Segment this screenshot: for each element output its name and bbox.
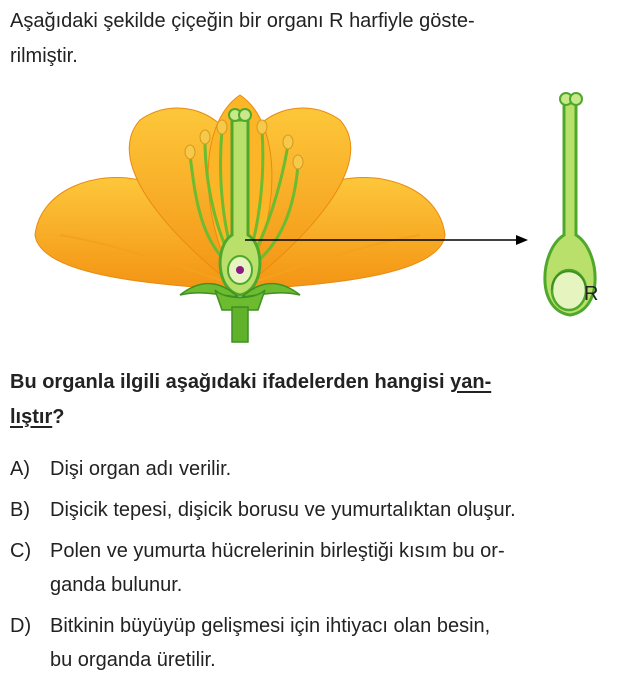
option-b[interactable] <box>10 493 625 527</box>
answer-options <box>10 452 625 684</box>
question-line-1-text: Bu organla ilgili aşağıdaki ifadelerden hangisi <box>10 371 451 393</box>
option-text: Polen ve yumurta hücrelerinin birleştiği kısım bu or- <box>50 540 505 562</box>
intro-line-1: Aşağıdaki şekilde çiçeğin bir organı R harfiyle göste- <box>10 10 475 32</box>
question-underline-2: lıştır <box>10 406 53 428</box>
question-line-2 <box>10 400 625 435</box>
option-d[interactable] <box>10 609 625 677</box>
option-a[interactable] <box>10 452 625 486</box>
question-line-1 <box>10 365 625 400</box>
option-text-continued: bu organda üretilir. <box>50 649 216 671</box>
option-letter: B) <box>10 499 30 521</box>
option-text: Dişicik tepesi, dişicik borusu ve yumurtalıktan oluşur. <box>50 499 516 521</box>
flower-figure <box>0 85 635 355</box>
option-letter: D) <box>10 615 32 637</box>
option-text: Dişi organ adı verilir. <box>50 458 232 480</box>
flower-illustration <box>0 85 635 355</box>
intro-line-2: rilmiştir. <box>10 45 78 67</box>
option-c[interactable] <box>10 534 625 602</box>
question-mark: ? <box>52 406 65 428</box>
option-text-continued: ganda bulunur. <box>50 574 183 596</box>
organ-r-illustration <box>545 93 595 315</box>
option-text: Bitkinin büyüyüp gelişmesi için ihtiyacı olan besin, <box>50 615 491 637</box>
option-letter: A) <box>10 458 30 480</box>
option-letter: C) <box>10 540 32 562</box>
intro-text <box>10 4 625 74</box>
question-text <box>10 365 625 435</box>
organ-r-label: R <box>584 283 599 305</box>
question-underline-1: yan- <box>450 371 492 393</box>
